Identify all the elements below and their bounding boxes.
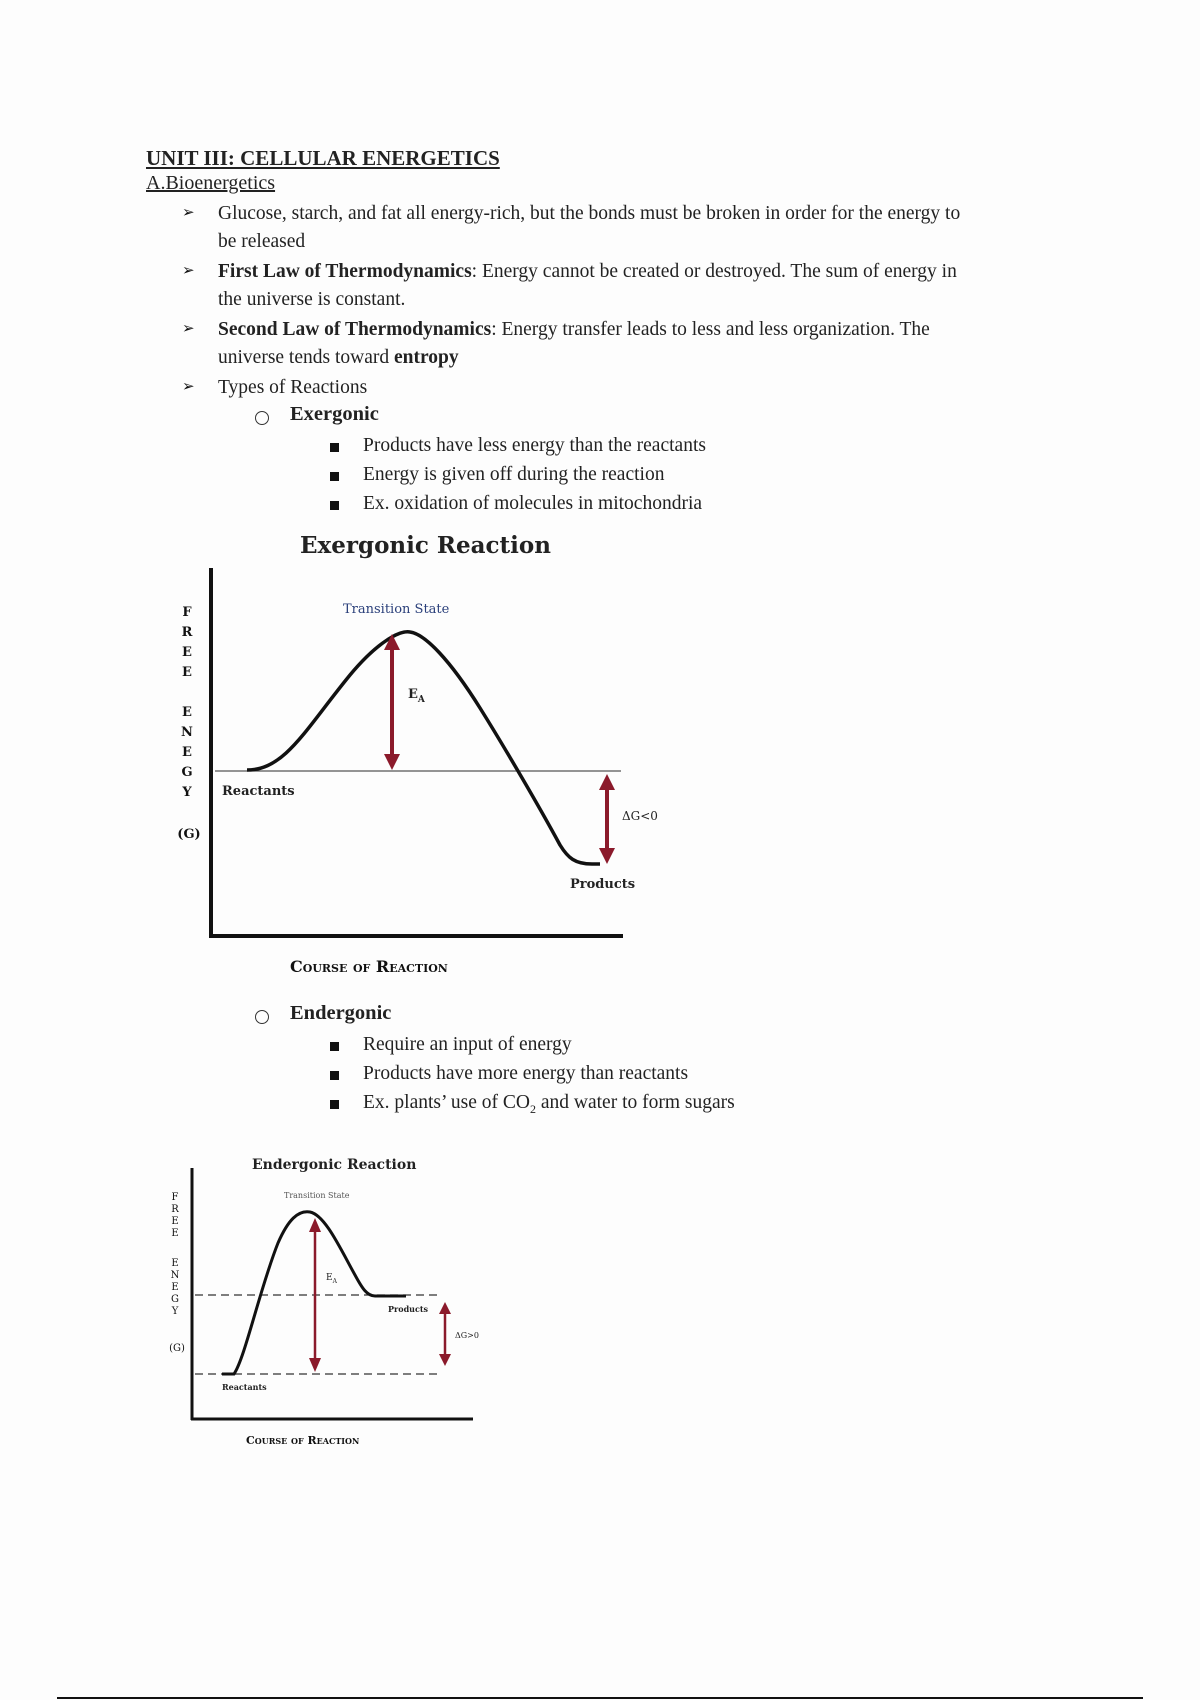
svg-text:(G): (G) bbox=[177, 827, 201, 842]
svg-text:R: R bbox=[181, 625, 193, 640]
arrow-bullet-icon: ➢ bbox=[182, 379, 195, 395]
endergonic-point: Require an input of energy bbox=[363, 1034, 572, 1055]
svg-text:E: E bbox=[171, 1228, 179, 1239]
exergonic-x-axis-label: Course of Reaction bbox=[290, 957, 448, 976]
footer-rule bbox=[57, 1697, 1143, 1699]
endergonic-ea-label: $E_A$ bbox=[326, 1273, 337, 1285]
exergonic-point: Products have less energy than the reactants bbox=[363, 435, 706, 456]
svg-text:F: F bbox=[171, 1192, 179, 1203]
svg-text:N: N bbox=[181, 725, 193, 740]
square-bullet-icon bbox=[330, 1042, 339, 1051]
svg-text:R: R bbox=[171, 1204, 179, 1215]
exergonic-point: Energy is given off during the reaction bbox=[363, 464, 665, 485]
svg-text:Y: Y bbox=[182, 785, 192, 800]
svg-text:E: E bbox=[182, 645, 192, 660]
arrow-down-icon bbox=[599, 848, 615, 864]
svg-text:E: E bbox=[171, 1282, 179, 1293]
bullet-types-of-reactions: Types of Reactions bbox=[218, 377, 368, 398]
endergonic-y-axis-label bbox=[169, 1192, 185, 1354]
unit-title: UNIT III: CELLULAR ENERGETICS bbox=[146, 146, 500, 170]
svg-text:G: G bbox=[181, 765, 193, 780]
arrow-up-icon bbox=[309, 1218, 321, 1232]
endergonic-diagram-title: Endergonic Reaction bbox=[252, 1157, 417, 1173]
arrow-up-icon bbox=[599, 774, 615, 790]
endergonic-point: Ex. plants’ use of $CO_2$ and water to form sugars bbox=[363, 1092, 735, 1116]
exergonic-diagram-title: Exergonic Reaction bbox=[300, 532, 551, 559]
svg-text:E: E bbox=[171, 1258, 179, 1269]
svg-text:E: E bbox=[171, 1216, 179, 1227]
svg-text:E: E bbox=[182, 705, 192, 720]
exergonic-energy-curve bbox=[247, 632, 600, 864]
endergonic-heading: Endergonic bbox=[290, 1002, 392, 1024]
endergonic-products-label: Products bbox=[388, 1304, 429, 1314]
circle-bullet-icon bbox=[255, 1010, 269, 1024]
svg-text:Y: Y bbox=[171, 1306, 179, 1317]
endergonic-x-axis-label: Course of Reaction bbox=[246, 1434, 360, 1447]
exergonic-diagram bbox=[160, 530, 680, 990]
bullet-energy-rich: Glucose, starch, and fat all energy-rich, but the bonds must be broken in order for the energy to be released bbox=[218, 203, 961, 252]
svg-text:E: E bbox=[182, 665, 192, 680]
exergonic-products-label: Products bbox=[570, 877, 636, 892]
endergonic-transition-state-label: Transition State bbox=[284, 1191, 350, 1200]
exergonic-reactants-label: Reactants bbox=[222, 784, 295, 799]
square-bullet-icon bbox=[330, 443, 339, 452]
square-bullet-icon bbox=[330, 1100, 339, 1109]
arrow-bullet-icon: ➢ bbox=[182, 205, 195, 221]
exergonic-point: Ex. oxidation of molecules in mitochondria bbox=[363, 493, 703, 514]
bullet-second-law: Second Law of Thermodynamics: Energy transfer leads to less and less organization. The universe tends toward entropy bbox=[218, 319, 930, 368]
exergonic-ea-label: $E_A$ bbox=[408, 687, 425, 705]
square-bullet-icon bbox=[330, 501, 339, 510]
arrow-bullet-icon: ➢ bbox=[182, 321, 195, 337]
endergonic-diagram bbox=[160, 1148, 500, 1448]
arrow-down-icon bbox=[309, 1358, 321, 1372]
endergonic-delta-g-label: ΔG>0 bbox=[455, 1331, 479, 1340]
svg-text:(G): (G) bbox=[169, 1343, 185, 1354]
circle-bullet-icon bbox=[255, 411, 269, 425]
exergonic-heading: Exergonic bbox=[290, 403, 379, 425]
endergonic-point: Products have more energy than reactants bbox=[363, 1063, 689, 1084]
arrow-down-icon bbox=[384, 754, 400, 770]
section-title: A.Bioenergetics bbox=[146, 172, 276, 194]
arrow-down-icon bbox=[439, 1354, 451, 1366]
square-bullet-icon bbox=[330, 1071, 339, 1080]
svg-text:F: F bbox=[182, 605, 192, 620]
arrow-up-icon bbox=[439, 1302, 451, 1314]
svg-text:E: E bbox=[182, 745, 192, 760]
arrow-bullet-icon: ➢ bbox=[182, 263, 195, 279]
bullet-first-law: First Law of Thermodynamics: Energy cannot be created or destroyed. The sum of energy in the universe is constant. bbox=[218, 261, 957, 310]
svg-text:N: N bbox=[170, 1270, 180, 1281]
exergonic-delta-g-label: ΔG<0 bbox=[622, 809, 658, 823]
exergonic-transition-state-label: Transition State bbox=[343, 602, 450, 617]
exergonic-y-axis-label bbox=[177, 605, 200, 842]
svg-text:G: G bbox=[171, 1294, 179, 1305]
endergonic-reactants-label: Reactants bbox=[222, 1382, 267, 1392]
square-bullet-icon bbox=[330, 472, 339, 481]
